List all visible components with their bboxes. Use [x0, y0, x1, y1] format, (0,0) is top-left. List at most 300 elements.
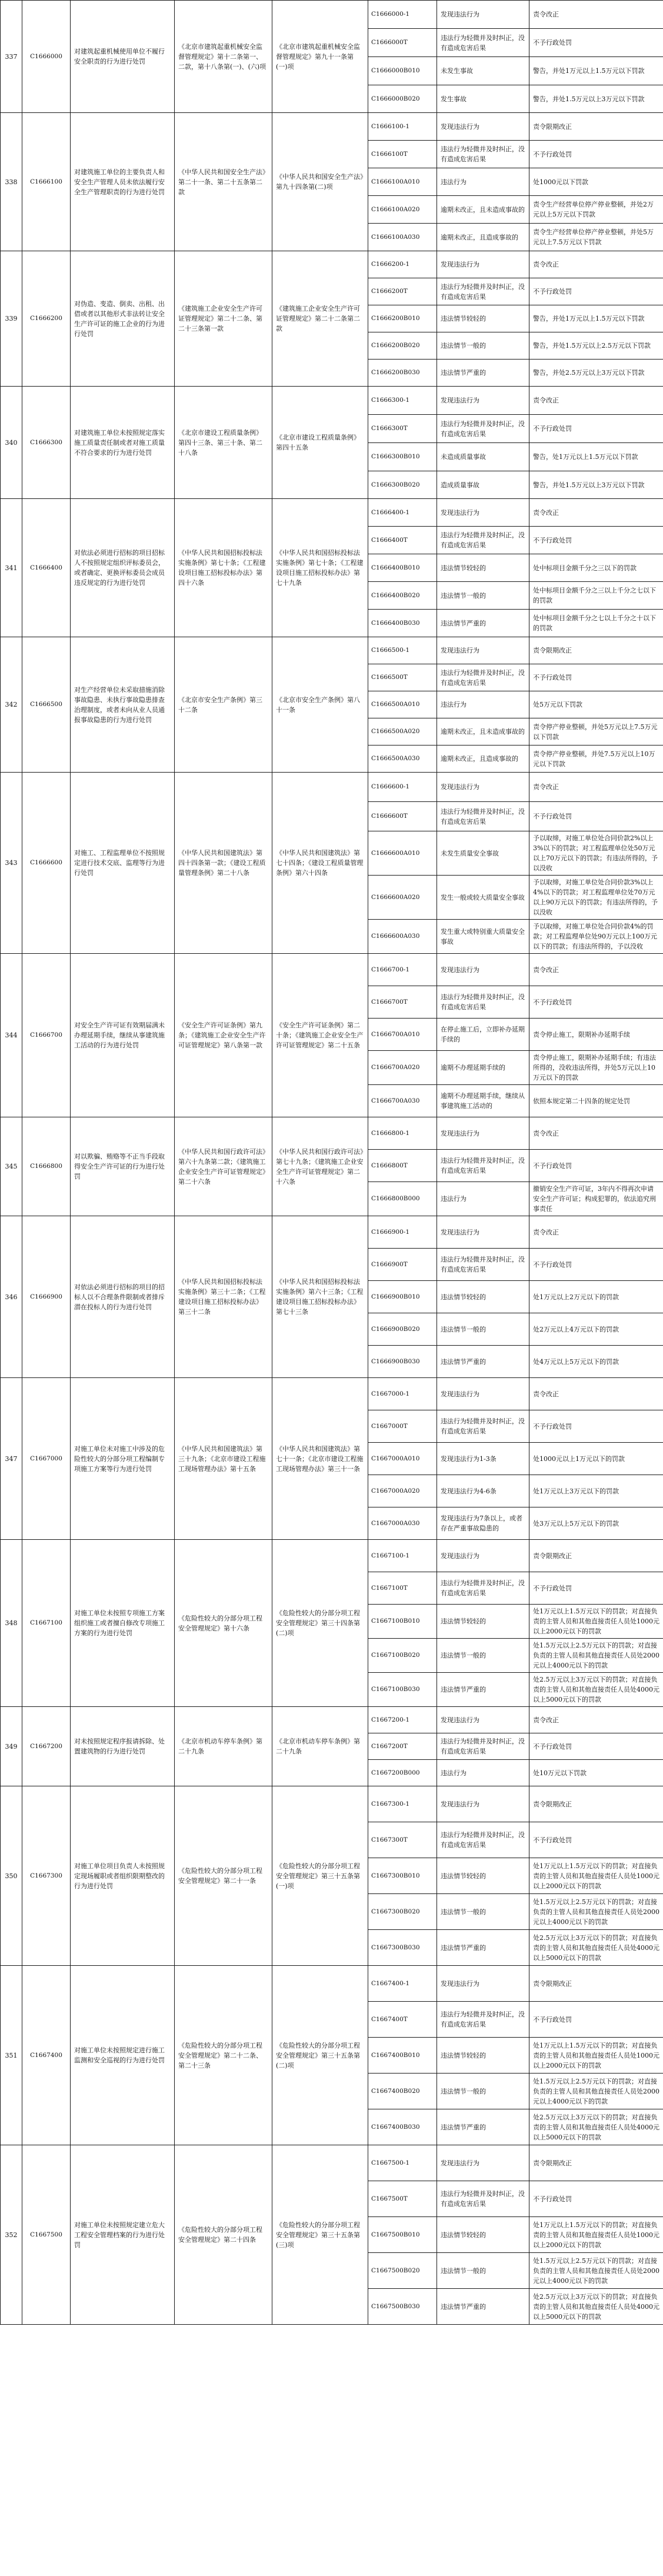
item-code-cell: C1666000 [22, 1, 71, 113]
penalty-basis-cell: 《中华人民共和国建筑法》第七十一条；《北京市建设工程施工现场管理办法》第三十一条 [272, 1378, 368, 1540]
condition-cell: 违法情节较轻的 [437, 554, 529, 582]
condition-cell: 发生重大或特别重大质量安全事故 [437, 920, 529, 954]
penalty-standard-cell: 处1.5万元以上2.5万元以下的罚款；对直接负责的主管人员和其他直接责任人员处2000元以上4000元以下的罚款 [529, 1894, 663, 1930]
sub-code-cell: C1666100A030 [368, 224, 437, 251]
penalty-standard-cell: 责令生产经营单位停产停业整顿，并处5万元以上7.5万元以下罚款 [529, 224, 663, 251]
item-code-cell: C1667300 [22, 1786, 71, 1966]
condition-cell: 未发生事故 [437, 57, 529, 85]
penalty-standard-cell: 责令限期改正 [529, 1966, 663, 2002]
violation-item-cell: 对伪造、变造、倒卖、出租、出借或者以其他形式非法转让安全生产许可证的施工企业的行为进行处罚 [71, 251, 175, 387]
condition-cell: 发现违法行为 [437, 1, 529, 29]
sub-code-cell: C1666000B020 [368, 85, 437, 113]
sub-code-cell: C1667500B030 [368, 2289, 437, 2325]
penalty-basis-cell: 《中华人民共和国招标投标法实施条例》第六十三条；《工程建设项目施工招标投标办法》第七十三条 [272, 1216, 368, 1378]
sub-code-cell: C1666700T [368, 986, 437, 1019]
sub-code-cell: C1666700A010 [368, 1019, 437, 1051]
condition-cell: 发现违法行为 [437, 2145, 529, 2181]
item-code-cell: C1667500 [22, 2145, 71, 2325]
condition-cell: 违法情节严重的 [437, 1930, 529, 1966]
penalty-standard-cell: 处1万元以上3万元以下的罚款 [529, 1475, 663, 1507]
condition-cell: 在停止施工后，立即补办延期手续的 [437, 1019, 529, 1051]
penalty-standard-cell: 责令停止施工，限期补办延期手续；有违法所得的，没收违法所得，并处5万元以上10万元以下的罚款 [529, 1051, 663, 1085]
legal-basis-cell: 《中华人民共和国建筑法》第三十九条；《北京市建设工程施工现场管理办法》第十五条 [175, 1378, 272, 1540]
violation-item-cell: 对以欺骗、贿赂等不正当手段取得安全生产许可证的行为进行处罚 [71, 1117, 175, 1216]
table-row [1, 387, 663, 415]
legal-basis-cell: 《建筑施工企业安全生产许可证管理规定》第二十二条、第二十三条第一款 [175, 251, 272, 387]
penalty-standard-cell: 处1万元以上1.5万元以下的罚款；对直接负责的主管人员和其他直接责任人员处1000元以上2000元以下的罚款 [529, 1858, 663, 1894]
sub-code-cell: C1666200T [368, 278, 437, 305]
violation-item-cell: 对施工单位未按照专项施工方案组织施工或者擅自修改专项施工方案的行为进行处罚 [71, 1540, 175, 1707]
penalty-standard-cell: 处2.5万元以上3万元以下的罚款；对直接负责的主管人员和其他直接责任人员处4000元以上5000元以下的罚款 [529, 2289, 663, 2325]
condition-cell: 违法情节严重的 [437, 1346, 529, 1378]
condition-cell: 发现违法行为 [437, 1540, 529, 1572]
violation-item-cell: 对依法必须进行招标的项目招标人不按照规定组织评标委员会，或者确定、更换评标委员会成员违反规定的行为进行处罚 [71, 499, 175, 637]
sub-code-cell: C1666500A010 [368, 691, 437, 718]
row-number-cell: 348 [1, 1540, 22, 1707]
penalty-standard-cell: 处2万元以上4万元以下的罚款 [529, 1313, 663, 1346]
penalty-standard-cell: 处1万元以上1.5万元以下的罚款；对直接负责的主管人员和其他直接责任人员处1000元以上2000元以下的罚款 [529, 2038, 663, 2074]
condition-cell: 违法情节一般的 [437, 332, 529, 360]
penalty-standard-cell: 处1000元以下罚款 [529, 168, 663, 196]
sub-code-cell: C1666300B020 [368, 471, 437, 499]
sub-code-cell: C1667100B020 [368, 1639, 437, 1673]
penalty-basis-cell: 《危险性较大的分部分项工程安全管理规定》第三十四条第(二)项 [272, 1540, 368, 1707]
condition-cell: 违法行为 [437, 1760, 529, 1786]
sub-code-cell: C1666800B000 [368, 1182, 437, 1216]
penalty-basis-cell: 《中华人民共和国建筑法》第七十四条；《建设工程质量管理条例》第六十四条 [272, 773, 368, 954]
penalty-standard-cell: 警告，处1万元以上1.5万元以下罚款 [529, 443, 663, 471]
penalty-standard-cell: 警告，并处1.5万元以上2.5万元以下罚款 [529, 332, 663, 360]
condition-cell: 违法情节较轻的 [437, 305, 529, 332]
penalty-basis-cell: 《中华人民共和国安全生产法》第九十四条第(二)项 [272, 113, 368, 251]
penalty-standard-cell: 处1.5万元以上2.5万元以下的罚款；对直接负责的主管人员和其他直接责任人员处2000元以上4000元以下的罚款 [529, 2074, 663, 2109]
table-row [1, 1117, 663, 1150]
condition-cell: 违法情节较轻的 [437, 1605, 529, 1639]
condition-cell: 违法行为轻微并及时纠正，没有造成危害后果 [437, 29, 529, 57]
penalty-basis-cell: 《建筑施工企业安全生产许可证管理规定》第二十二条第二款 [272, 251, 368, 387]
legal-basis-cell: 《危险性较大的分部分项工程安全管理规定》第十六条 [175, 1540, 272, 1707]
row-number-cell: 340 [1, 387, 22, 499]
penalty-standard-cell: 不予行政处罚 [529, 527, 663, 554]
sub-code-cell: C1666900B010 [368, 1281, 437, 1313]
legal-basis-cell: 《北京市建筑起重机械安全监督管理规定》第十二条第一、二款，第十八条第(一)、(六)项 [175, 1, 272, 113]
sub-code-cell: C1667500B020 [368, 2253, 437, 2289]
sub-code-cell: C1667500T [368, 2181, 437, 2217]
penalty-standard-cell: 予以取缔，对施工单位处合同价款3%以上4%以下的罚款；对工程监理单位处70万元以上90万元以下的罚款；有违法所得的，予以没收 [529, 876, 663, 920]
table-row [1, 499, 663, 527]
violation-item-cell: 对施工单位未按照规定进行施工监测和安全巡视的行为进行处罚 [71, 1966, 175, 2145]
condition-cell: 违法情节一般的 [437, 1639, 529, 1673]
sub-code-cell: C1667300T [368, 1822, 437, 1858]
table-row [1, 2145, 663, 2181]
item-code-cell: C1666400 [22, 499, 71, 637]
sub-code-cell: C1666000B010 [368, 57, 437, 85]
condition-cell: 违法行为轻微并及时纠正，没有造成危害后果 [437, 1410, 529, 1443]
condition-cell: 违法情节严重的 [437, 2109, 529, 2145]
sub-code-cell: C1666600A010 [368, 831, 437, 876]
sub-code-cell: C1667000A030 [368, 1507, 437, 1540]
sub-code-cell: C1666200B030 [368, 360, 437, 387]
condition-cell: 发现违法行为 [437, 387, 529, 415]
row-number-cell: 339 [1, 251, 22, 387]
condition-cell: 违法行为 [437, 1182, 529, 1216]
penalty-standard-cell: 责令改正 [529, 1216, 663, 1249]
condition-cell: 违法行为轻微并及时纠正，没有造成危害后果 [437, 415, 529, 443]
violation-item-cell: 对施工单位未对施工中涉及的危险性较大的分部分项工程编制专项施工方案等行为进行处罚 [71, 1378, 175, 1540]
item-code-cell: C1666500 [22, 637, 71, 773]
table-row [1, 113, 663, 141]
condition-cell: 违法情节严重的 [437, 2289, 529, 2325]
penalty-basis-cell: 《北京市建筑起重机械安全监督管理规定》第九十一条第(一)项 [272, 1, 368, 113]
condition-cell: 逾期不办理延期手续，继续从事建筑施工活动的 [437, 1085, 529, 1117]
condition-cell: 违法行为轻微并及时纠正，没有造成危害后果 [437, 2181, 529, 2217]
penalty-standard-cell: 不予行政处罚 [529, 278, 663, 305]
condition-cell: 发现违法行为7条以上，或者存在严重事故隐患的 [437, 1507, 529, 1540]
condition-cell: 发现违法行为 [437, 499, 529, 527]
row-number-cell: 352 [1, 2145, 22, 2325]
row-number-cell: 346 [1, 1216, 22, 1378]
penalty-standard-cell: 不予行政处罚 [529, 1249, 663, 1281]
row-number-cell: 341 [1, 499, 22, 637]
penalty-standard-cell: 不予行政处罚 [529, 664, 663, 691]
sub-code-cell: C1666900B020 [368, 1313, 437, 1346]
sub-code-cell: C1667400T [368, 2002, 437, 2038]
table-body [1, 1, 663, 2325]
sub-code-cell: C1666300-1 [368, 387, 437, 415]
condition-cell: 违法行为轻微并及时纠正，没有造成危害后果 [437, 664, 529, 691]
penalty-standard-cell: 予以取缔，对施工单位处合同价款4%的罚款；对工程监理单位处90万元以上100万元以下的罚款；有违法所得的，予以没收 [529, 920, 663, 954]
item-code-cell: C1666600 [22, 773, 71, 954]
penalty-standard-cell: 责令限期改正 [529, 113, 663, 141]
penalty-standard-cell: 处中标项目金额千分之三以上千分之七以下的罚款 [529, 582, 663, 610]
table-row [1, 637, 663, 664]
condition-cell: 违法情节较轻的 [437, 1281, 529, 1313]
condition-cell: 违法行为轻微并及时纠正，没有造成危害后果 [437, 2002, 529, 2038]
penalty-standard-cell: 处1万元以上1.5万元以下的罚款；对直接负责的主管人员和其他直接责任人员处1000元以上2000元以下的罚款 [529, 2217, 663, 2253]
sub-code-cell: C1667400B010 [368, 2038, 437, 2074]
condition-cell: 发现违法行为 [437, 773, 529, 802]
condition-cell: 违法情节一般的 [437, 1894, 529, 1930]
condition-cell: 未发生质量安全事故 [437, 831, 529, 876]
penalty-standard-cell: 不予行政处罚 [529, 1572, 663, 1605]
condition-cell: 违法情节一般的 [437, 582, 529, 610]
legal-basis-cell: 《中华人民共和国行政许可法》第六十九条第二款；《建筑施工企业安全生产许可证管理规定》第二十六条 [175, 1117, 272, 1216]
penalty-standard-cell: 不予行政处罚 [529, 2181, 663, 2217]
legal-basis-cell: 《北京市机动车停车条例》第二十九条 [175, 1707, 272, 1786]
penalty-standard-cell: 处2.5万元以上3万元以下的罚款；对直接负责的主管人员和其他直接责任人员处4000元以上5000元以下的罚款 [529, 1673, 663, 1707]
sub-code-cell: C1667100B030 [368, 1673, 437, 1707]
row-number-cell: 345 [1, 1117, 22, 1216]
item-code-cell: C1667000 [22, 1378, 71, 1540]
sub-code-cell: C1666200-1 [368, 251, 437, 278]
condition-cell: 违法情节较轻的 [437, 1858, 529, 1894]
sub-code-cell: C1667000A020 [368, 1475, 437, 1507]
condition-cell: 发现违法行为 [437, 1707, 529, 1733]
condition-cell: 逾期未改正，且造成事故的 [437, 745, 529, 773]
penalty-standard-cell: 处1.5万元以上2.5万元以下的罚款；对直接负责的主管人员和其他直接责任人员处2000元以上4000元以下的罚款 [529, 2253, 663, 2289]
sub-code-cell: C1666500A020 [368, 718, 437, 745]
penalty-standard-cell: 处1.5万元以上2.5万元以下的罚款；对直接负责的主管人员和其他直接责任人员处2000元以上4000元以下的罚款 [529, 1639, 663, 1673]
item-code-cell: C1666200 [22, 251, 71, 387]
sub-code-cell: C1666900T [368, 1249, 437, 1281]
condition-cell: 违法情节一般的 [437, 2253, 529, 2289]
legal-basis-cell: 《中华人民共和国招标投标法实施条例》第三十二条；《工程建设项目施工招标投标办法》第三十二条 [175, 1216, 272, 1378]
item-code-cell: C1666900 [22, 1216, 71, 1378]
table-row [1, 1707, 663, 1733]
legal-basis-cell: 《中华人民共和国安全生产法》第二十一条、第二十五条第二款 [175, 113, 272, 251]
penalty-standard-cell: 不予行政处罚 [529, 986, 663, 1019]
item-code-cell: C1666700 [22, 954, 71, 1117]
condition-cell: 违法行为轻微并及时纠正，没有造成危害后果 [437, 1249, 529, 1281]
condition-cell: 发生一般或较大质量安全事故 [437, 876, 529, 920]
legal-basis-cell: 《北京市安全生产条例》第三十二条 [175, 637, 272, 773]
penalty-standard-cell: 责令改正 [529, 1117, 663, 1150]
condition-cell: 未造成质量事故 [437, 443, 529, 471]
penalty-standard-cell: 责令限期改正 [529, 2145, 663, 2181]
item-code-cell: C1667100 [22, 1540, 71, 1707]
item-code-cell: C1666800 [22, 1117, 71, 1216]
violation-item-cell: 对建筑施工单位的主要负责人和安全生产管理人员未依法履行安全生产管理职责的行为进行处罚 [71, 113, 175, 251]
condition-cell: 违法行为轻微并及时纠正，没有造成危害后果 [437, 527, 529, 554]
penalty-standard-cell: 撤销安全生产许可证，3年内不得再次申请安全生产许可证；构成犯罪的，依法追究刑事责任 [529, 1182, 663, 1216]
penalty-standard-cell: 不予行政处罚 [529, 802, 663, 831]
penalty-standard-cell: 警告，并处1万元以上1.5万元以下罚款 [529, 57, 663, 85]
penalty-standard-cell: 责令生产经营单位停产停业整顿，并处2万元以上5万元以下罚款 [529, 196, 663, 224]
condition-cell: 违法行为 [437, 691, 529, 718]
table-row [1, 954, 663, 986]
condition-cell: 违法情节较轻的 [437, 2038, 529, 2074]
condition-cell: 发现违法行为 [437, 637, 529, 664]
violation-item-cell: 对生产经营单位未采取措施消除事故隐患、未执行事故隐患排查治理制度，或者未向从业人员通报事故隐患的行为进行处罚 [71, 637, 175, 773]
penalty-standard-cell: 处1万元以上1.5万元以下的罚款；对直接负责的主管人员和其他直接责任人员处1000元以上2000元以下的罚款 [529, 1605, 663, 1639]
condition-cell: 发生事故 [437, 85, 529, 113]
violation-item-cell: 对施工单位项目负责人未按照规定现场履职或者组织限期整改的行为进行处罚 [71, 1786, 175, 1966]
condition-cell: 违法行为轻微并及时纠正，没有造成危害后果 [437, 986, 529, 1019]
legal-basis-cell: 《北京市建设工程质量条例》第四十三条、第三十条、第二十八条 [175, 387, 272, 499]
violation-item-cell: 对未按照规定程序报请拆除、处置建筑物的行为进行处罚 [71, 1707, 175, 1786]
penalty-standard-cell: 处2.5万元以上3万元以下的罚款；对直接负责的主管人员和其他直接责任人员处4000元以上5000元以下的罚款 [529, 2109, 663, 2145]
legal-basis-cell: 《中华人民共和国招标投标法实施条例》第七十条；《工程建设项目施工招标投标办法》第四十六条 [175, 499, 272, 637]
penalty-standard-cell: 责令停产停业整顿，并处7.5万元以上10万元以下罚款 [529, 745, 663, 773]
item-code-cell: C1667400 [22, 1966, 71, 2145]
sub-code-cell: C1666800-1 [368, 1117, 437, 1150]
penalty-standard-cell: 责令限期改正 [529, 1540, 663, 1572]
penalty-standard-cell: 不予行政处罚 [529, 1410, 663, 1443]
penalty-standard-cell: 责令停产停业整顿，并处5万元以上7.5万元以下罚款 [529, 718, 663, 745]
condition-cell: 违法行为轻微并及时纠正，没有造成危害后果 [437, 1822, 529, 1858]
sub-code-cell: C1667100-1 [368, 1540, 437, 1572]
sub-code-cell: C1667400-1 [368, 1966, 437, 2002]
sub-code-cell: C1666300T [368, 415, 437, 443]
penalty-standard-cell: 责令改正 [529, 773, 663, 802]
penalty-basis-cell: 《中华人民共和国招标投标法实施条例》第七十条；《工程建设项目施工招标投标办法》第七十九条 [272, 499, 368, 637]
item-code-cell: C1667200 [22, 1707, 71, 1786]
sub-code-cell: C1666400-1 [368, 499, 437, 527]
condition-cell: 违法行为轻微并及时纠正，没有造成危害后果 [437, 1150, 529, 1182]
penalty-standard-cell: 依照本规定第二十四条的规定处罚 [529, 1085, 663, 1117]
legal-basis-cell: 《危险性较大的分部分项工程安全管理规定》第二十一条 [175, 1786, 272, 1966]
penalty-standard-cell: 责令改正 [529, 954, 663, 986]
penalty-basis-cell: 《安全生产许可证条例》第二十条；《建筑施工企业安全生产许可证管理规定》第二十五条 [272, 954, 368, 1117]
sub-code-cell: C1667400B020 [368, 2074, 437, 2109]
table-row [1, 1966, 663, 2002]
sub-code-cell: C1666400B010 [368, 554, 437, 582]
sub-code-cell: C1667500B010 [368, 2217, 437, 2253]
condition-cell: 发现违法行为 [437, 251, 529, 278]
legal-basis-cell: 《危险性较大的分部分项工程安全管理规定》第二十四条 [175, 2145, 272, 2325]
condition-cell: 发现违法行为1-3条 [437, 1443, 529, 1475]
sub-code-cell: C1666200B020 [368, 332, 437, 360]
condition-cell: 违法情节严重的 [437, 610, 529, 637]
sub-code-cell: C1666000-1 [368, 1, 437, 29]
row-number-cell: 343 [1, 773, 22, 954]
sub-code-cell: C1667500-1 [368, 2145, 437, 2181]
sub-code-cell: C1666100A020 [368, 196, 437, 224]
sub-code-cell: C1666500A030 [368, 745, 437, 773]
sub-code-cell: C1667400B030 [368, 2109, 437, 2145]
row-number-cell: 350 [1, 1786, 22, 1966]
sub-code-cell: C1666600A030 [368, 920, 437, 954]
table-row [1, 773, 663, 802]
sub-code-cell: C1666600A020 [368, 876, 437, 920]
sub-code-cell: C1667200-1 [368, 1707, 437, 1733]
sub-code-cell: C1666500-1 [368, 637, 437, 664]
condition-cell: 违法行为轻微并及时纠正，没有造成危害后果 [437, 141, 529, 168]
legal-basis-cell: 《安全生产许可证条例》第九条；《建筑施工企业安全生产许可证管理规定》第八条第一款 [175, 954, 272, 1117]
violation-item-cell: 对建筑施工单位未按照规定落实施工质量责任制或者对施工质量不符合要求的行为进行处罚 [71, 387, 175, 499]
condition-cell: 违法行为 [437, 168, 529, 196]
condition-cell: 逾期未改正，且未造成事故的 [437, 196, 529, 224]
row-number-cell: 338 [1, 113, 22, 251]
penalty-standard-cell: 不予行政处罚 [529, 29, 663, 57]
penalty-basis-cell: 《危险性较大的分部分项工程安全管理规定》第三十五条第(一)项 [272, 1786, 368, 1966]
penalty-standard-cell: 处5万元以下罚款 [529, 691, 663, 718]
condition-cell: 发现违法行为 [437, 1786, 529, 1822]
penalty-standard-cell: 责令限期改正 [529, 1786, 663, 1822]
condition-cell: 违法行为轻微并及时纠正，没有造成危害后果 [437, 278, 529, 305]
table-row [1, 1, 663, 29]
sub-code-cell: C1666100-1 [368, 113, 437, 141]
penalty-standard-cell: 处1000元以上1万元以下的罚款 [529, 1443, 663, 1475]
sub-code-cell: C1666100A010 [368, 168, 437, 196]
condition-cell: 违法行为轻微并及时纠正，没有造成危害后果 [437, 802, 529, 831]
sub-code-cell: C1666600T [368, 802, 437, 831]
condition-cell: 造成质量事故 [437, 471, 529, 499]
sub-code-cell: C1667100B010 [368, 1605, 437, 1639]
penalty-standard-cell: 责令限期改正 [529, 637, 663, 664]
sub-code-cell: C1667000A010 [368, 1443, 437, 1475]
sub-code-cell: C1666400B020 [368, 582, 437, 610]
condition-cell: 违法情节一般的 [437, 2074, 529, 2109]
penalty-standard-cell: 责令改正 [529, 387, 663, 415]
condition-cell: 发现违法行为 [437, 1117, 529, 1150]
condition-cell: 发现违法行为 [437, 1966, 529, 2002]
sub-code-cell: C1667300B020 [368, 1894, 437, 1930]
table-row [1, 1786, 663, 1822]
violation-item-cell: 对建筑起重机械使用单位不履行安全职责的行为进行处罚 [71, 1, 175, 113]
penalty-standard-cell: 不予行政处罚 [529, 1822, 663, 1858]
row-number-cell: 344 [1, 954, 22, 1117]
sub-code-cell: C1667000-1 [368, 1378, 437, 1410]
penalty-standard-cell: 予以取缔，对施工单位处合同价款2%以上3%以下的罚款；对工程监理单位处50万元以上70万元以下的罚款；有违法所得的，予以没收 [529, 831, 663, 876]
penalty-standard-cell: 警告，并处2.5万元以上3万元以下罚款 [529, 360, 663, 387]
penalty-standard-cell: 不予行政处罚 [529, 1733, 663, 1760]
penalty-basis-cell: 《危险性较大的分部分项工程安全管理规定》第三十五条第(三)项 [272, 2145, 368, 2325]
penalty-standard-cell: 责令改正 [529, 251, 663, 278]
table-row [1, 1540, 663, 1572]
violation-item-cell: 对安全生产许可证有效期届满未办理延期手续，继续从事建筑施工活动的行为进行处罚 [71, 954, 175, 1117]
condition-cell: 逾期未改正，且未造成事故的 [437, 718, 529, 745]
condition-cell: 逾期不办理延期手续的 [437, 1051, 529, 1085]
penalty-standard-cell: 处1万元以上2万元以下的罚款 [529, 1281, 663, 1313]
violation-item-cell: 对依法必须进行招标的项目的招标人以不合理条件限制或者排斥潜在投标人的行为进行处罚 [71, 1216, 175, 1378]
condition-cell: 发现违法行为4-6条 [437, 1475, 529, 1507]
penalty-basis-cell: 《中华人民共和国行政许可法》第七十九条；《建筑施工企业安全生产许可证管理规定》第二十六条 [272, 1117, 368, 1216]
penalty-standard-cell: 处3万元以上5万元以下的罚款 [529, 1507, 663, 1540]
penalty-standard-cell: 不予行政处罚 [529, 2002, 663, 2038]
sub-code-cell: C1666000T [368, 29, 437, 57]
penalty-standard-cell: 警告，并处1万元以上1.5万元以下罚款 [529, 305, 663, 332]
item-code-cell: C1666300 [22, 387, 71, 499]
penalty-standard-cell: 警告，并处1.5万元以上3万元以下罚款 [529, 471, 663, 499]
sub-code-cell: C1666700A030 [368, 1085, 437, 1117]
sub-code-cell: C1667000T [368, 1410, 437, 1443]
penalty-standard-cell: 处10万元以下罚款 [529, 1760, 663, 1786]
sub-code-cell: C1666300B010 [368, 443, 437, 471]
penalty-standard-cell: 处中标项目金额千分之三以下的罚款 [529, 554, 663, 582]
sub-code-cell: C1667300B030 [368, 1930, 437, 1966]
sub-code-cell: C1666700A020 [368, 1051, 437, 1085]
sub-code-cell: C1666400T [368, 527, 437, 554]
sub-code-cell: C1667200B000 [368, 1760, 437, 1786]
penalty-basis-cell: 《危险性较大的分部分项工程安全管理规定》第三十五条第(二)项 [272, 1966, 368, 2145]
row-number-cell: 342 [1, 637, 22, 773]
penalty-standard-cell: 责令改正 [529, 1378, 663, 1410]
penalty-standard-cell: 处2.5万元以上3万元以下的罚款；对直接负责的主管人员和其他直接责任人员处4000元以上5000元以下的罚款 [529, 1930, 663, 1966]
condition-cell: 违法情节严重的 [437, 1673, 529, 1707]
condition-cell: 发现违法行为 [437, 113, 529, 141]
penalty-basis-cell: 《北京市安全生产条例》第八十一条 [272, 637, 368, 773]
sub-code-cell: C1666900B030 [368, 1346, 437, 1378]
sub-code-cell: C1666100T [368, 141, 437, 168]
condition-cell: 违法行为轻微并及时纠正，没有造成危害后果 [437, 1572, 529, 1605]
condition-cell: 违法情节严重的 [437, 360, 529, 387]
sub-code-cell: C1667300-1 [368, 1786, 437, 1822]
condition-cell: 发现违法行为 [437, 954, 529, 986]
condition-cell: 违法行为轻微并及时纠正，没有造成危害后果 [437, 1733, 529, 1760]
condition-cell: 逾期未改正，且造成事故的 [437, 224, 529, 251]
legal-basis-cell: 《危险性较大的分部分项工程安全管理规定》第二十二条、第二十三条 [175, 1966, 272, 2145]
penalty-standard-cell: 处4万元以上5万元以下的罚款 [529, 1346, 663, 1378]
sub-code-cell: C1666900-1 [368, 1216, 437, 1249]
row-number-cell: 351 [1, 1966, 22, 2145]
penalty-basis-cell: 《北京市建设工程质量条例》第四十五条 [272, 387, 368, 499]
penalty-standard-cell: 不予行政处罚 [529, 1150, 663, 1182]
penalty-basis-cell: 《北京市机动车停车条例》第二十九条 [272, 1707, 368, 1786]
penalty-standard-cell: 责令改正 [529, 499, 663, 527]
penalty-standard-cell: 不予行政处罚 [529, 415, 663, 443]
condition-cell: 违法情节较轻的 [437, 2217, 529, 2253]
penalty-standard-cell: 责令改正 [529, 1707, 663, 1733]
sub-code-cell: C1667300B010 [368, 1858, 437, 1894]
sub-code-cell: C1666700-1 [368, 954, 437, 986]
violation-item-cell: 对施工、工程监理单位不按照规定进行技术交底、监理等行为进行处罚 [71, 773, 175, 954]
penalty-standard-cell: 责令停止施工，限期补办延期手续 [529, 1019, 663, 1051]
penalty-standard-cell: 不予行政处罚 [529, 141, 663, 168]
item-code-cell: C1666100 [22, 113, 71, 251]
sub-code-cell: C1667100T [368, 1572, 437, 1605]
violation-item-cell: 对施工单位未按照规定建立危大工程安全管理档案的行为进行处罚 [71, 2145, 175, 2325]
